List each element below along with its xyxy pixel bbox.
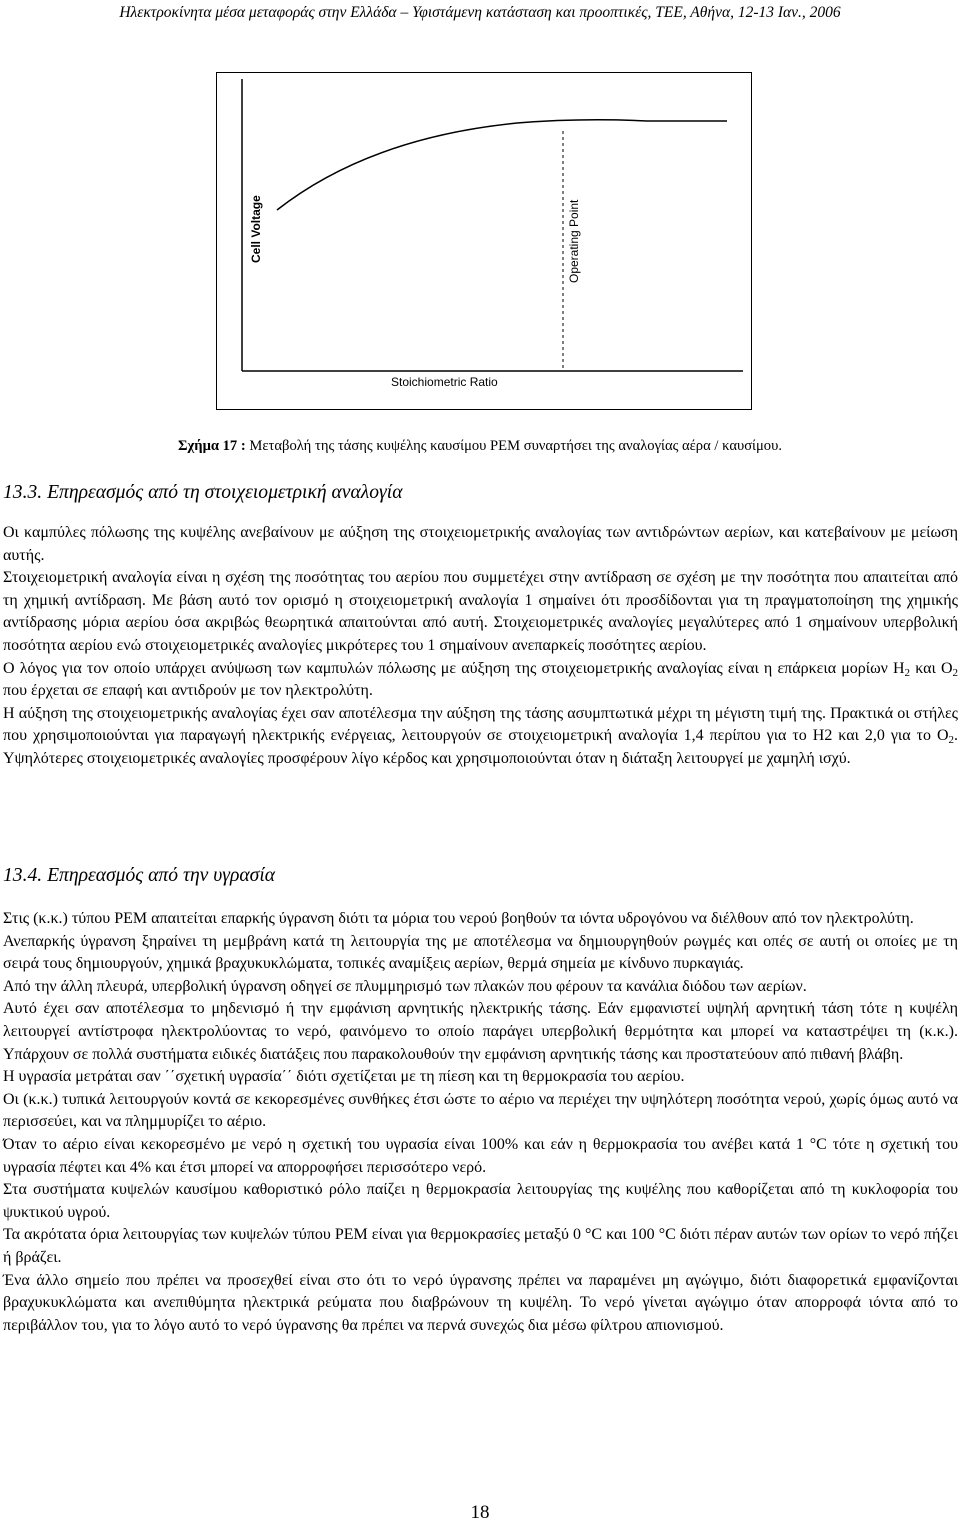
x-axis-label: Stoichiometric Ratio <box>391 375 498 389</box>
paragraph: Ο λόγος για τον οποίο υπάρχει ανύψωση των καμπυλών πόλωσης με αύξηση της στοιχειομετρικής αναλογίας είναι η επάρκεια μορίων $H_2$ και $O_2$ που έρχεται σε επαφή και αντιδρούν με τον ηλεκτρολύτη. <box>3 659 958 700</box>
figure-caption <box>0 437 960 455</box>
paragraph: Τα ακρότατα όρια λειτουργίας των κυψελών τύπου PEM είναι για θερμοκρασίες μεταξύ 0 °C και 100 °C διότι πέραν αυτών των ορίων το νερό πήζει ή βράζει. <box>3 1226 958 1266</box>
paragraph: Ένα άλλο σημείο που πρέπει να προσεχθεί είναι στο ότι το νερό ύγρανσης πρέπει να παραμένει μη αγώγιμο, διότι διαφορετικά εμφανίζονται βραχυκυκλώματα και ανεπιθύμητα ηλεκτρικά ρεύματα που διαβρώνουν τη κυψέλη. Το νερό γίνεται αγώγιμο όταν απορροφά ιόντα από το περιβάλλον του, για το λόγο αυτό το νερό ύγρανσης θα πρέπει να περνά συνεχώς δια μέσω φίλτρου απιονισμού. <box>3 1271 958 1334</box>
page-number: 18 <box>470 1502 490 1523</box>
paragraph: Η αύξηση της στοιχειομετρικής αναλογίας έχει σαν αποτέλεσμα την αύξηση της τάσης ασυμπτωτικά μέχρι τη μέγιστη τιμή της. Πρακτικά οι στήλες που χρησιμοποιούνται για παραγωγή ηλεκτρικής ενέργειας, λειτουργούν σε στοιχειομετρική αναλογία 1,4 περίπου για το H2 και 2,0 για το $O_2$. Υψηλότερες στοιχειομετρικές αναλογίες προσφέρουν λίγο κέρδος και χρησιμοποιούνται όταν η διάταξη λειτουργεί με χαμηλή ισχύ. <box>3 704 958 767</box>
paragraph: Στα συστήματα κυψελών καυσίμου καθοριστικό ρόλο παίζει η θερμοκρασία λειτουργίας της κυψέλης που καθορίζεται από τη κυκλοφορία του ψυκτικού υγρού. <box>3 1181 958 1221</box>
paragraph: Ανεπαρκής ύγρανση ξηραίνει τη μεμβράνη κατά τη λειτουργία της με αποτέλεσμα να δημιουργηθούν ρωγμές και οπές σε αυτή οι οποίες με τη σειρά τους δημιουργούν, χημικά βραχυκυκλώματα, τοπικές αναμίξεις αερίων, θερμά σημεία με κίνδυνο πυρκαγιάς. <box>3 932 958 973</box>
paragraph: Οι (κ.κ.) τυπικά λειτουργούν κοντά σε κεκορεσμένες συνθήκες έτσι ώστε το αέριο να περιέχει την υψηλότερη ποσότητα νερού, χωρίς όμως αυτό να περισσεύει, και να πλημμυρίζει το αέριο. <box>3 1090 958 1131</box>
caption-text: Μεταβολή της τάσης κυψέλης καυσίμου PEM συναρτήσει της αναλογίας αέρα / καυσίμου. <box>245 438 782 454</box>
paragraph: Η υγρασία μετράται σαν ΄΄σχετική υγρασία΄΄ διότι σχετίζεται με τη πίεση και τη θερμοκρασία του αερίου. <box>3 1068 685 1086</box>
operating-point-label: Operating Point <box>567 199 581 283</box>
plot-svg <box>217 73 751 409</box>
section-heading-13-4: 13.4. Επηρεασμός από την υγρασία <box>3 865 276 886</box>
section-13-3-body <box>3 522 958 771</box>
paragraph: Στις (κ.κ.) τύπου PEM απαιτείται επαρκής ύγρανση διότι τα μόρια του νερού βοηθούν τα ιόντα υδρογόνου να διέλθουν από τον ηλεκτρολύτη. <box>3 910 914 927</box>
running-header: Ηλεκτροκίνητα μέσα μεταφοράς στην Ελλάδα – Υφιστάμενη κατάσταση και προοπτικές, ΤΕΕ, Αθήνα, 12-13 Ιαν., 2006 <box>119 4 841 21</box>
y-axis-label: Cell Voltage <box>249 195 263 263</box>
section-13-4-body <box>3 908 958 1337</box>
paragraph: Από την άλλη πλευρά, υπερβολική ύγρανση οδηγεί σε πλυμμηρισμό των πλακών που φέρουν τα κανάλια διόδου των αερίων. <box>3 977 807 995</box>
polarization-curve <box>277 120 727 210</box>
caption-label: Σχήμα 17 : <box>178 438 246 454</box>
paragraph: Αυτό έχει σαν αποτέλεσμα το μηδενισμό ή την εμφάνιση αρνητικής ηλεκτρικής τάσης. Εάν εμφανιστεί υψηλή αρνητική τάση τότε η κυψέλη λειτουργεί αντίστροφα ηλεκτρολύοντας το νερό, φαινόμενο το οποίο παράγει υπερβολική θερμότητα και μπορεί να καταστρέψει τη (κ.κ.). Υπάρχουν σε πολλά συστήματα ειδικές διατάξεις που παρακολουθούν την εμφάνιση αρνητικής τάσης και προστατεύουν από πιθανή βλάβη. <box>3 1000 958 1063</box>
paragraph: Οι καμπύλες πόλωσης της κυψέλης ανεβαίνουν με αύξηση της στοιχειομετρικής αναλογίας των αντιδρώντων αερίων, και κατεβαίνουν με μείωση αυτής. <box>3 524 958 564</box>
figure-stoichiometric-plot <box>216 72 752 410</box>
paragraph: Στοιχειομετρική αναλογία είναι η σχέση της ποσότητας του αερίου που συμμετέχει στην αντίδραση σε σχέση με την ποσότητα που απαιτείται από τη χημική αντίδραση. Με βάση αυτό τον ορισμό η στοιχειομετρική αναλογία 1 σημαίνει ότι προσδίδονται για τη πραγματοποίηση της χημικής αντίδρασης μόρια αερίου όσα ακριβώς θεωρητικά απαιτούνται από αυτή. Στοιχειομετρικές αναλογίες μεγαλύτερες από 1 σημαίνουν υπερβολική ποσότητα αερίου ενώ στοιχειομετρικές αναλογίες μικρότερες του 1 σημαίνουν ανεπαρκείς ποσότητες αερίου. <box>3 569 958 654</box>
section-heading-13-3: 13.3. Επηρεασμός από τη στοιχειομετρική αναλογία <box>3 482 403 503</box>
paragraph: Όταν το αέριο είναι κεκορεσμένο με νερό η σχετική του υγρασία είναι 100% και εάν η θερμοκρασία του ανέβει κατά 1 °C τότε η σχετική του υγρασία πέφτει και 4% και έτσι μπορεί να απορροφήσει περισσότερο νερό. <box>3 1135 958 1176</box>
